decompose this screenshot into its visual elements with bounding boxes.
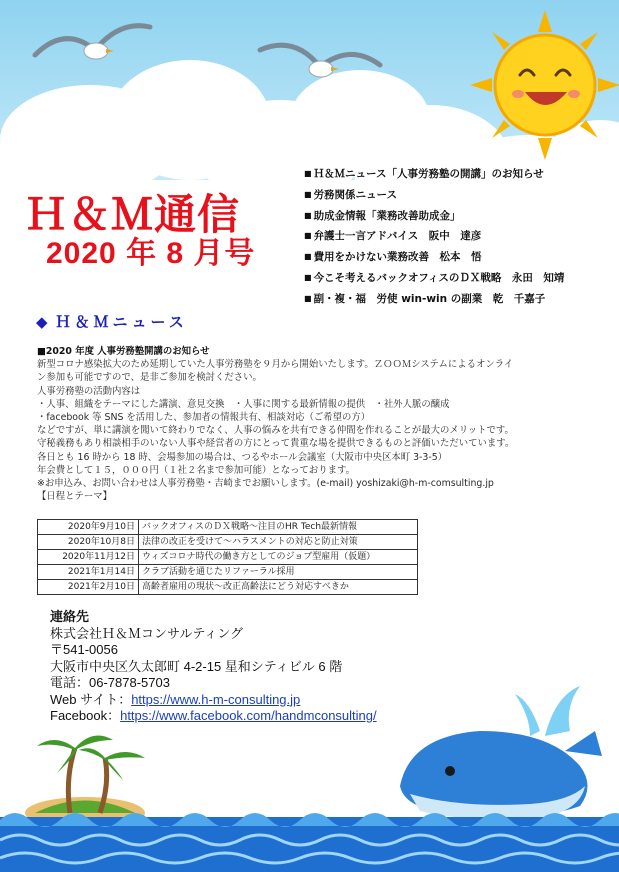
address: 大阪市中央区久太郎町 4-2-15 星和シティビル 6 階 xyxy=(50,658,343,674)
seagull-icon xyxy=(30,15,155,75)
toc-item: ■ 労務関係ニュース xyxy=(304,185,616,206)
table-of-contents xyxy=(304,164,616,310)
article-line: ※お申込み、お問い合わせは人事労務塾・吉崎までお願いします。(e-mail) yoshizaki@h-m-comsulting.jp xyxy=(37,478,494,490)
toc-item: ■ Ｈ＆Ｍニュース「人事労務塾の開講」のお知らせ xyxy=(304,164,616,185)
schedule-date: 2020年10月8日 xyxy=(38,535,139,550)
diamond-icon: ◆ xyxy=(36,313,52,331)
table-row xyxy=(38,535,418,550)
article-line: 守秘義務もあり相談相手のいない人事や経営者の方にとって貴重な場を提供できるものと評価いただいています。 xyxy=(37,438,515,450)
smiling-sun-icon xyxy=(470,10,619,160)
table-row xyxy=(38,565,418,580)
postal-code: 〒541-0056 xyxy=(50,642,118,657)
schedule-date: 2021年2月10日 xyxy=(38,580,139,595)
toc-item: ■ 費用をかけない業務改善 松本 悟 xyxy=(304,247,616,268)
schedule-date: 2021年1月14日 xyxy=(38,565,139,580)
toc-item: ■ 助成金情報「業務改善助成金」 xyxy=(304,206,616,227)
section-title: Ｈ＆Ｍニュース xyxy=(55,313,188,331)
facebook-label: Facebook： xyxy=(50,708,121,723)
article-line: 人事労務塾の活動内容は xyxy=(37,385,141,397)
schedule-theme: 高齢者雇用の現状～改正高齢法にどう対応すべきか xyxy=(139,580,418,595)
schedule-table xyxy=(37,519,418,595)
schedule-date: 2020年9月10日 xyxy=(38,520,139,535)
website-link[interactable]: https://www.h-m-consulting.jp xyxy=(131,691,301,707)
news-article xyxy=(37,345,617,503)
company-name: 株式会社Ｈ＆Ｍコンサルティング xyxy=(50,625,244,641)
article-line: 【日程とテーマ】 xyxy=(37,491,113,503)
toc-item: ■ 弁護士一言アドバイス 阪中 達彦 xyxy=(304,226,616,247)
article-line: ・facebook 等 SNS を活用した、参加者の情報共有、相談対応（ご希望の方） xyxy=(37,412,371,424)
contact-block xyxy=(50,609,377,725)
article-heading: ■2020 年度 人事労務塾開講のお知らせ xyxy=(37,346,210,357)
toc-item: ■ 副・複・福 労使 win-win の副業 乾 千嘉子 xyxy=(304,289,616,310)
toc-item: ■ 今こそ考えるバックオフィスのＤＸ戦略 永田 知靖 xyxy=(304,268,616,289)
schedule-theme: ウィズコロナ時代の働き方としてのジョブ型雇用（仮題） xyxy=(139,550,418,565)
facebook-link[interactable]: https://www.facebook.com/handmconsulting/ xyxy=(120,708,377,723)
website-label: Web サイト： xyxy=(50,691,132,707)
seagull-icon xyxy=(255,35,385,95)
section-heading xyxy=(36,311,188,332)
schedule-date: 2020年11月12日 xyxy=(38,550,139,565)
schedule-theme: バックオフィスのＤＸ戦略～注目のHR Tech最新情報 xyxy=(139,520,418,535)
article-line: 年会費として１５，０００円（１社２名まで参加可能）となっております。 xyxy=(37,464,356,476)
schedule-theme: クラブ活動を通じたリファーラル採用 xyxy=(139,565,418,580)
article-line: ン参加も可能ですので、是非ご参加を検討ください。 xyxy=(37,372,262,384)
table-row xyxy=(38,520,418,535)
article-line: ・人事、組織をテーマにした講演、意見交換 ・人事に関する最新情報の提供 ・社外人脈の醸成 xyxy=(37,398,450,410)
table-row xyxy=(38,550,418,565)
article-line: 各日とも 16 時から 18 時、会場参加の場合は、つるやホール会議室（大阪市中央区本町 3-3-5） xyxy=(37,451,448,463)
contact-label: 連絡先 xyxy=(50,609,90,624)
website-line xyxy=(50,692,377,709)
phone: 電話：06-7878-5703 xyxy=(50,675,170,690)
issue-date: 2020 年 8 月号 xyxy=(46,237,256,270)
schedule-theme: 法律の改正を受けて～ハラスメントの対応と防止対策 xyxy=(139,535,418,550)
newsletter-title: Ｈ＆Ｍ通信 xyxy=(25,191,241,238)
ocean-waves xyxy=(0,802,619,872)
article-line: などですが、単に講演を聞いて終わりでなく、人事の悩みを共有できる仲間を作れることが最大のメリットです。 xyxy=(37,425,514,437)
article-line: 新型コロナ感染拡大のため延期していた人事労務塾を９月から開始いたします。ＺＯＯＭシステムによるオンライ xyxy=(37,359,514,371)
table-row xyxy=(38,580,418,595)
